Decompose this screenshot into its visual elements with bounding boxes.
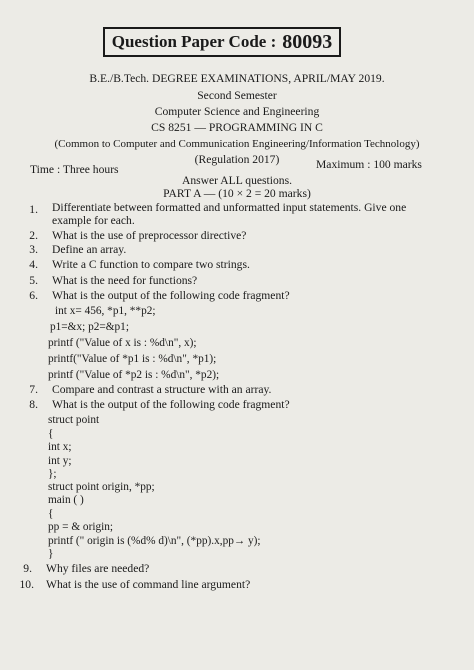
question-text: What is the use of preprocessor directive? <box>52 229 247 242</box>
semester: Second Semester <box>197 89 277 102</box>
question-number: 7. <box>29 383 38 396</box>
question-number: 2. <box>29 229 38 242</box>
code-line: } <box>48 548 54 560</box>
code-line: pp = & origin; <box>48 521 114 533</box>
code-line: printf ("Value of x is : %d\n", x); <box>48 337 197 349</box>
code-line: { <box>48 508 54 520</box>
question-number: 3. <box>29 243 38 256</box>
code-line: int x; <box>48 441 72 453</box>
question-paper-code-box <box>103 27 341 57</box>
code-line: main ( ) <box>48 494 84 506</box>
question-text: Compare and contrast a structure with an array. <box>52 383 272 396</box>
question-number: 1. <box>29 203 38 216</box>
code-line: { <box>48 428 54 440</box>
question-text: What is the need for functions? <box>52 274 198 287</box>
question-text: Why files are needed? <box>46 562 150 575</box>
code-number: 80093 <box>282 30 333 53</box>
maximum-marks: Maximum : 100 marks <box>316 158 422 171</box>
question-text: Define an array. <box>52 243 127 256</box>
department: Computer Science and Engineering <box>154 105 320 118</box>
time-allowed: Time : Three hours <box>30 163 119 176</box>
question-number: 6. <box>29 289 38 302</box>
question-number: 5. <box>29 274 38 287</box>
question-text: What is the output of the following code fragment? <box>52 398 290 411</box>
code-line: printf ("Value of *p2 is : %d\n", *p2); <box>48 369 220 381</box>
code-line: int y; <box>48 455 72 467</box>
question-number: 8. <box>29 398 38 411</box>
exam-title: B.E./B.Tech. DEGREE EXAMINATIONS, APRIL/MAY 2019. <box>89 72 385 85</box>
code-line: p1=&x; p2=&p1; <box>50 321 129 333</box>
code-line: printf("Value of *p1 is : %d\n", *p1); <box>48 353 217 365</box>
question-number: 4. <box>29 258 38 271</box>
part-heading: PART A — (10 × 2 = 20 marks) <box>163 187 311 200</box>
common-note: (Common to Computer and Communication Engineering/Information Technology) <box>54 138 420 150</box>
question-text-continued: example for each. <box>52 214 135 227</box>
question-number: 9. <box>23 562 32 575</box>
code-line: struct point <box>48 414 100 426</box>
question-text: Differentiate between formatted and unformatted input statements. Give one <box>52 201 407 214</box>
code-label: Question Paper Code : <box>111 32 277 51</box>
code-line: printf (" origin is (%d% d)\n", (*pp).x,pp→ y); <box>48 535 261 547</box>
question-text: What is the use of command line argument? <box>46 578 251 591</box>
code-line: int x= 456, *p1, **p2; <box>55 305 156 317</box>
code-line: }; <box>48 468 57 480</box>
question-text: What is the output of the following code fragment? <box>52 289 290 302</box>
instruction: Answer ALL questions. <box>181 174 293 187</box>
question-number: 10. <box>19 578 34 591</box>
code-line: struct point origin, *pp; <box>48 481 155 493</box>
regulation: (Regulation 2017) <box>194 153 280 166</box>
course-title: CS 8251 — PROGRAMMING IN C <box>151 121 323 134</box>
question-text: Write a C function to compare two strings. <box>52 258 250 271</box>
